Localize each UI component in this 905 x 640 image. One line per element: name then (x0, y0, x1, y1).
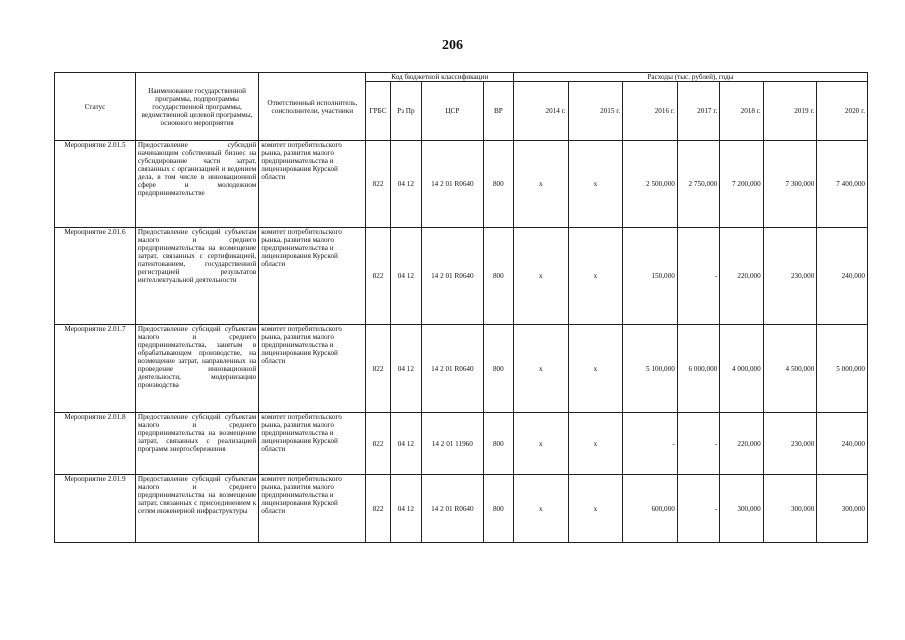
row-value-2020: 300,000 (817, 475, 868, 543)
row-name: Предоставление субсидий субъектам малого и среднего предпринимательства на возмещение затрат, связанных с присоединением к сетям инженерной инфраструктуры (135, 475, 258, 543)
row-rzpr: 04 12 (390, 475, 421, 543)
row-value-2018: 300,000 (720, 475, 763, 543)
table-row (55, 413, 868, 475)
row-value-2018: 220,000 (720, 228, 763, 325)
row-value-2020: 240,000 (817, 413, 868, 475)
row-value-2014: х (514, 141, 569, 228)
row-grbs: 822 (366, 141, 390, 228)
budget-table (54, 72, 868, 543)
row-value-2014: х (514, 325, 569, 413)
row-name: Предоставление субсидий начинающим собственный бизнес на субсидирование части затрат, связанных с организацией и ведением дела, в том числе в инновационной сфере и молодежном предпринимательстве (135, 141, 258, 228)
row-rzpr: 04 12 (390, 228, 421, 325)
row-status: Мероприятие 2.01.7 (55, 325, 136, 413)
row-value-2017: - (677, 228, 719, 325)
row-responsible: комитет потребительского рынка, развития малого предпринимательства и лицензирования Курской области (259, 325, 366, 413)
row-value-2019: 4 500,000 (763, 325, 817, 413)
header-year-2017: 2017 г. (677, 82, 719, 141)
header-name: Наименование государственной программы, подпрограммы государственной программы, ведомственной целевой программы, основного мероприятия (135, 73, 258, 141)
row-name: Предоставление субсидий субъектам малого и среднего предпринимательства на возмещение затрат, связанных с сертификацией, патентованием, государственной регистрацией результатов интеллектуальной деятельности (135, 228, 258, 325)
row-status: Мероприятие 2.01.6 (55, 228, 136, 325)
header-code-vr: ВР (483, 82, 513, 141)
header-year-2020: 2020 г. (817, 82, 868, 141)
table-row (55, 141, 868, 228)
row-csr: 14 2 01 R0640 (422, 325, 484, 413)
row-name: Предоставление субсидий субъектам малого и среднего предпринимательства, занятым в обрабатывающем производстве, на возмещение затрат, направленных на проведение инновационной деятельности, модернизацию производства (135, 325, 258, 413)
row-vr: 800 (483, 413, 513, 475)
row-csr: 14 2 01 R0640 (422, 141, 484, 228)
row-rzpr: 04 12 (390, 325, 421, 413)
header-year-2014: 2014 г. (514, 82, 569, 141)
row-csr: 14 2 01 R0640 (422, 228, 484, 325)
row-value-2015: х (568, 141, 623, 228)
table-row (55, 228, 868, 325)
row-value-2014: х (514, 228, 569, 325)
row-vr: 800 (483, 475, 513, 543)
row-value-2019: 7 300,000 (763, 141, 817, 228)
header-year-2019: 2019 г. (763, 82, 817, 141)
header-budget-code-group: Код бюджетной классификации (366, 73, 514, 82)
row-csr: 14 2 01 R0640 (422, 475, 484, 543)
row-value-2019: 300,000 (763, 475, 817, 543)
row-value-2016: - (623, 413, 678, 475)
table-row (55, 475, 868, 543)
header-status: Статус (55, 73, 136, 141)
row-value-2015: х (568, 475, 623, 543)
row-vr: 800 (483, 141, 513, 228)
row-value-2018: 220,000 (720, 413, 763, 475)
row-grbs: 822 (366, 325, 390, 413)
row-value-2015: х (568, 325, 623, 413)
row-value-2017: 6 000,000 (677, 325, 719, 413)
header-code-csr: ЦСР (422, 82, 484, 141)
row-value-2016: 5 100,000 (623, 325, 678, 413)
header-year-2016: 2016 г. (623, 82, 678, 141)
row-value-2019: 230,000 (763, 228, 817, 325)
row-status: Мероприятие 2.01.5 (55, 141, 136, 228)
header-year-2018: 2018 г. (720, 82, 763, 141)
page-number: 206 (442, 38, 463, 53)
row-value-2018: 4 000,000 (720, 325, 763, 413)
row-vr: 800 (483, 228, 513, 325)
row-value-2015: х (568, 413, 623, 475)
row-value-2015: х (568, 228, 623, 325)
row-rzpr: 04 12 (390, 141, 421, 228)
row-name: Предоставление субсидий субъектам малого и среднего предпринимательства на возмещение затрат, связанных с реализацией программ энергосбережения (135, 413, 258, 475)
row-vr: 800 (483, 325, 513, 413)
row-value-2017: - (677, 413, 719, 475)
row-rzpr: 04 12 (390, 413, 421, 475)
row-value-2014: х (514, 475, 569, 543)
row-value-2018: 7 200,000 (720, 141, 763, 228)
row-grbs: 822 (366, 413, 390, 475)
header-expenses-group: Расходы (тыс. рублей), годы (514, 73, 868, 82)
table-row (55, 325, 868, 413)
header-year-2015: 2015 г. (568, 82, 623, 141)
row-grbs: 822 (366, 228, 390, 325)
row-value-2020: 240,000 (817, 228, 868, 325)
row-status: Мероприятие 2.01.8 (55, 413, 136, 475)
row-responsible: комитет потребительского рынка, развития малого предпринимательства и лицензирования Курской области (259, 475, 366, 543)
row-status: Мероприятие 2.01.9 (55, 475, 136, 543)
row-value-2020: 7 400,000 (817, 141, 868, 228)
header-code-rzpr: Рз Пр (390, 82, 421, 141)
row-responsible: комитет потребительского рынка, развития малого предпринимательства и лицензирования Курской области (259, 228, 366, 325)
row-value-2017: 2 750,000 (677, 141, 719, 228)
row-responsible: комитет потребительского рынка, развития малого предпринимательства и лицензирования Курской области (259, 413, 366, 475)
row-responsible: комитет потребительского рынка, развития малого предпринимательства и лицензирования Курской области (259, 141, 366, 228)
row-value-2016: 150,000 (623, 228, 678, 325)
header-responsible: Ответственный исполнитель, соисполнители, участники (259, 73, 366, 141)
row-value-2016: 2 500,000 (623, 141, 678, 228)
header-code-grbs: ГРБС (366, 82, 390, 141)
row-csr: 14 2 01 11960 (422, 413, 484, 475)
row-value-2014: х (514, 413, 569, 475)
row-grbs: 822 (366, 475, 390, 543)
row-value-2017: - (677, 475, 719, 543)
row-value-2016: 600,000 (623, 475, 678, 543)
row-value-2020: 5 000,000 (817, 325, 868, 413)
row-value-2019: 230,000 (763, 413, 817, 475)
